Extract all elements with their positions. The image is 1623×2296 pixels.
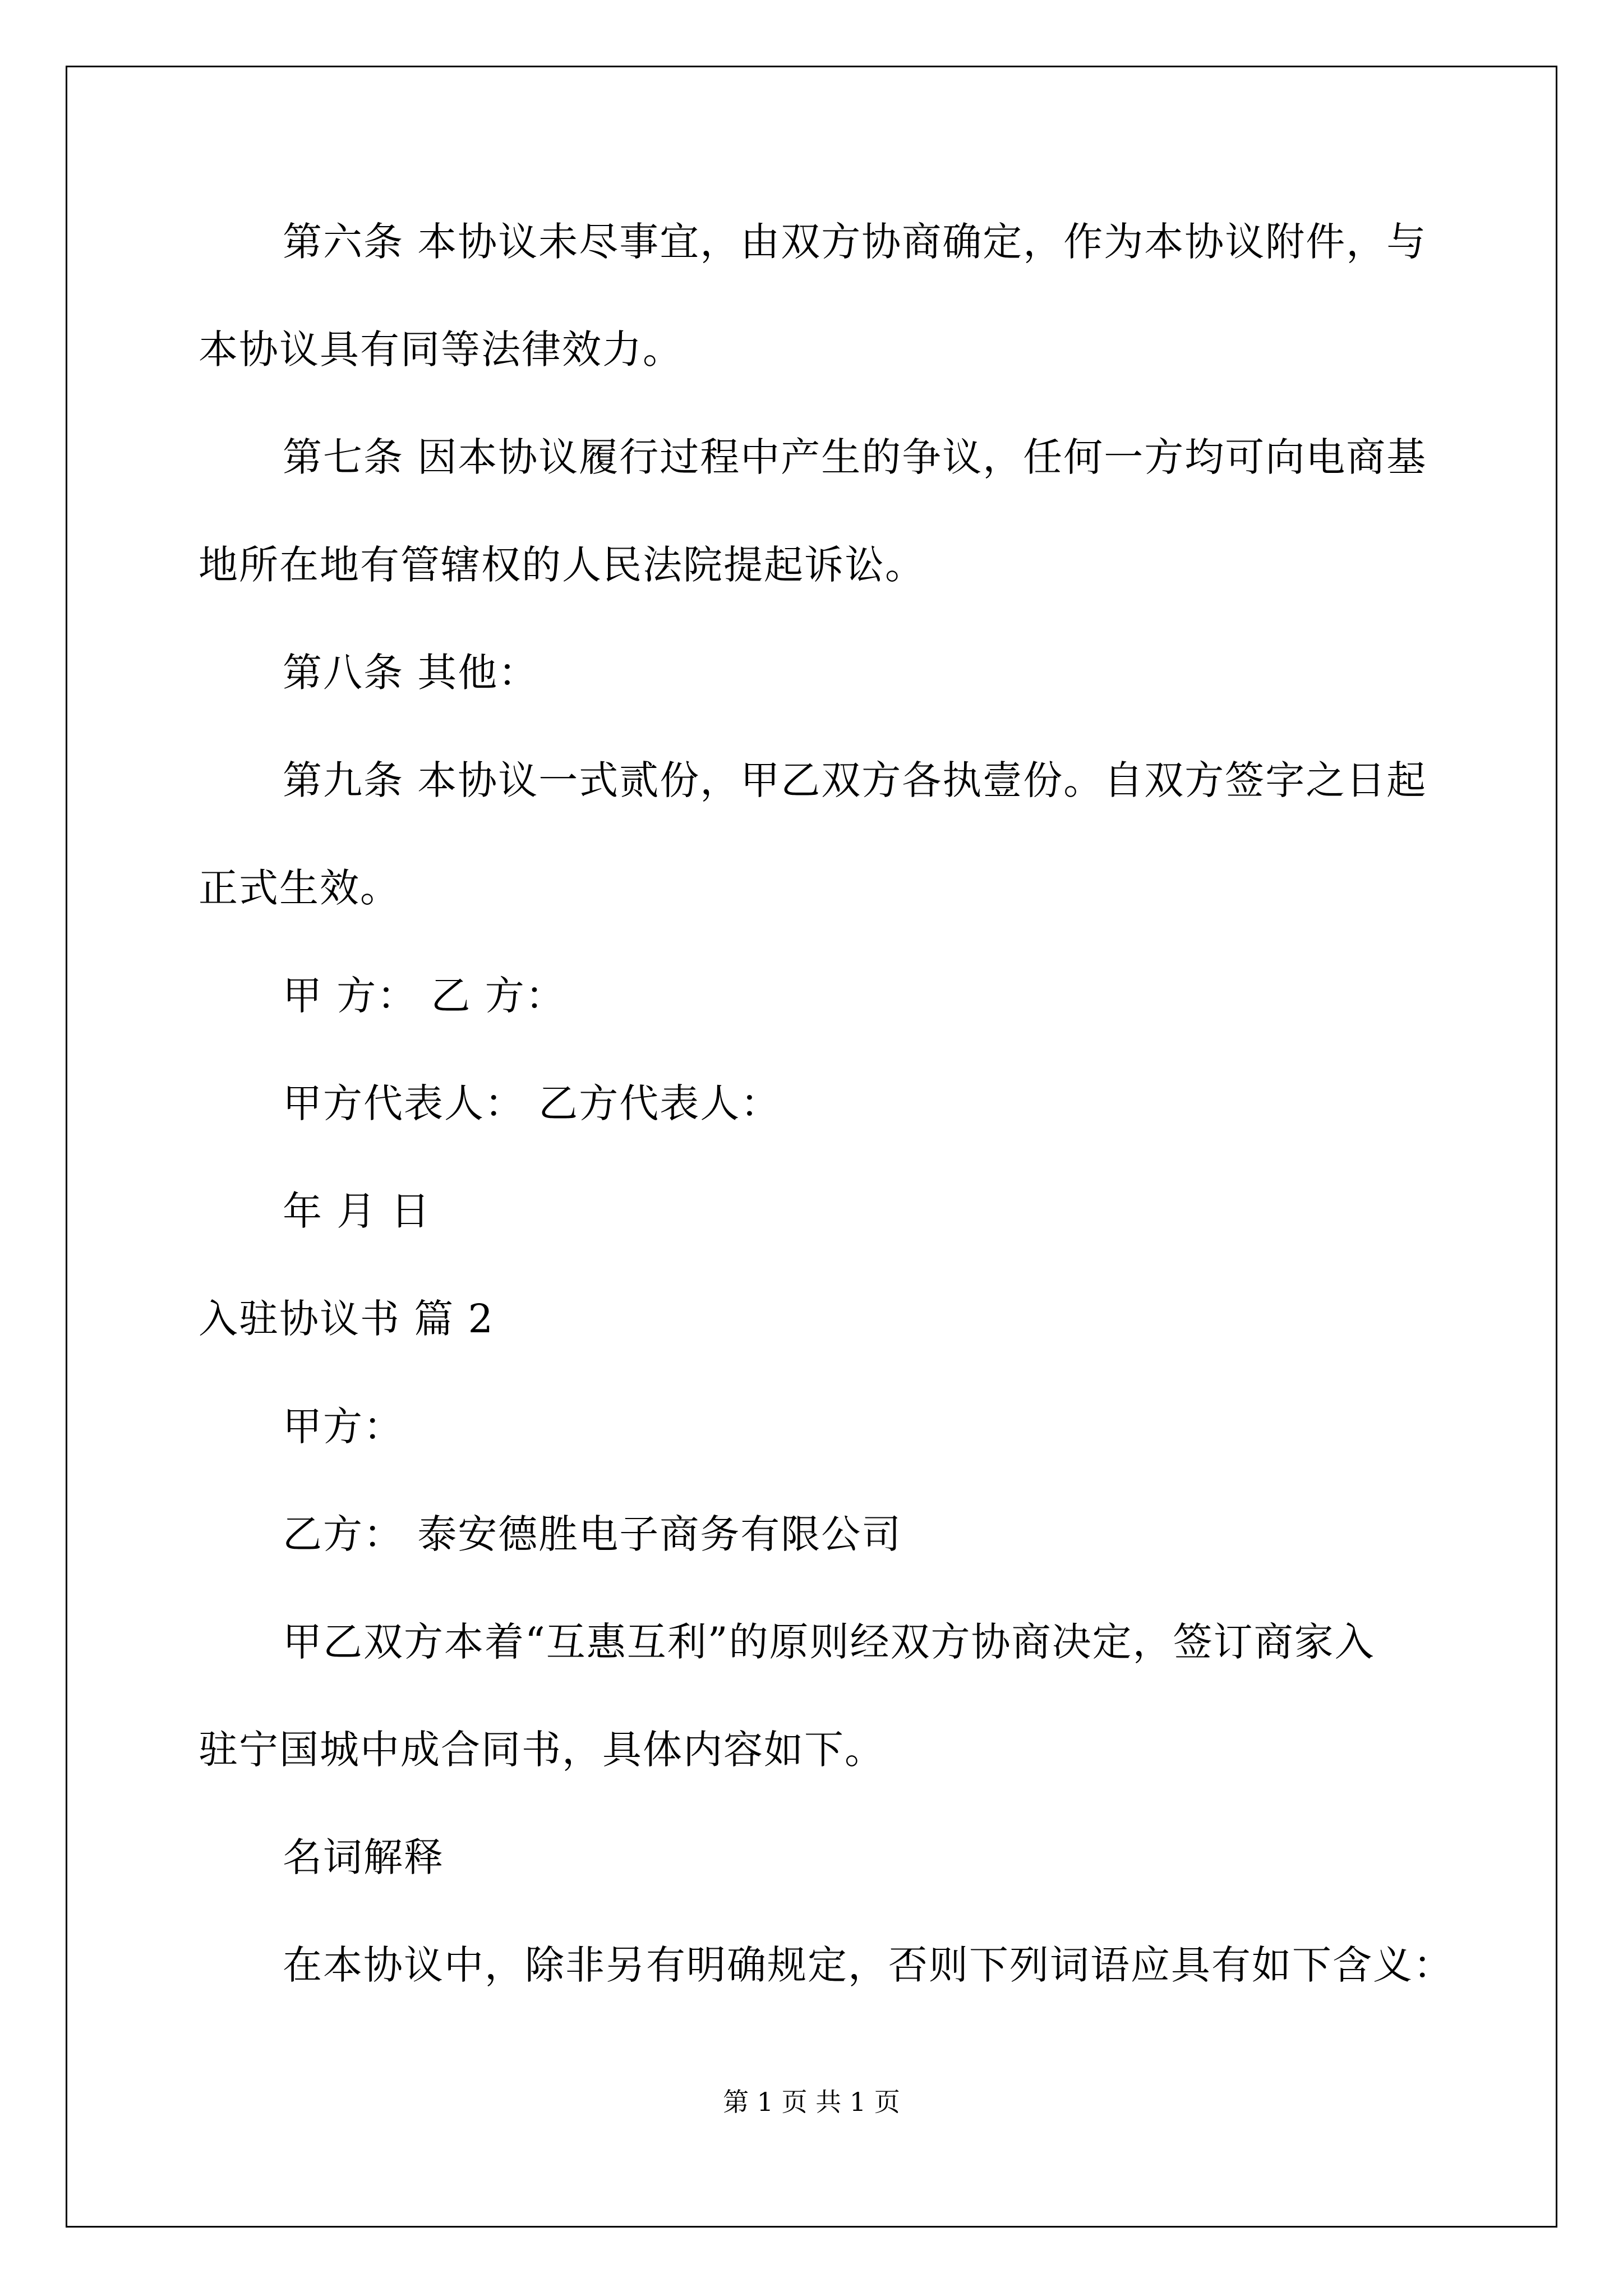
paragraph-article-9-line-2: 正式生效。 [199, 865, 400, 911]
party-a: 甲方： [283, 1404, 404, 1450]
section-heading: 入驻协议书 篇 2 [199, 1296, 495, 1342]
signature-date: 年 月 日 [283, 1188, 431, 1234]
paragraph-intro-line-2: 驻宁国城中成合同书，具体内容如下。 [199, 1727, 885, 1773]
signature-parties: 甲 方： 乙 方： [283, 973, 566, 1019]
paragraph-article-8: 第八条 其他： [283, 650, 539, 696]
signature-representatives: 甲方代表人： 乙方代表人： [283, 1080, 781, 1126]
paragraph-article-7-line-2: 地所在地有管辖权的人民法院提起诉讼。 [199, 542, 925, 588]
paragraph-article-9-line-1: 第九条 本协议一式贰份，甲乙双方各执壹份。自双方签字之日起 [283, 757, 1427, 803]
page-footer: 第 1 页 共 1 页 [723, 2087, 900, 2117]
paragraph-intro-line-1: 甲乙双方本着“互惠互利”的原则经双方协商决定，签订商家入 [283, 1619, 1375, 1665]
definitions-intro: 在本协议中，除非另有明确规定，否则下列词语应具有如下含义： [283, 1942, 1454, 1988]
paragraph-article-6-line-1: 第六条 本协议未尽事宜，由双方协商确定，作为本协议附件，与 [283, 219, 1427, 265]
paragraph-article-6-line-2: 本协议具有同等法律效力。 [199, 326, 683, 372]
party-b: 乙方： 泰安德胜电子商务有限公司 [283, 1511, 902, 1557]
definitions-heading: 名词解释 [283, 1834, 444, 1880]
document-body [199, 219, 1455, 1988]
paragraph-article-7-line-1: 第七条 因本协议履行过程中产生的争议，任何一方均可向电商基 [283, 434, 1427, 480]
